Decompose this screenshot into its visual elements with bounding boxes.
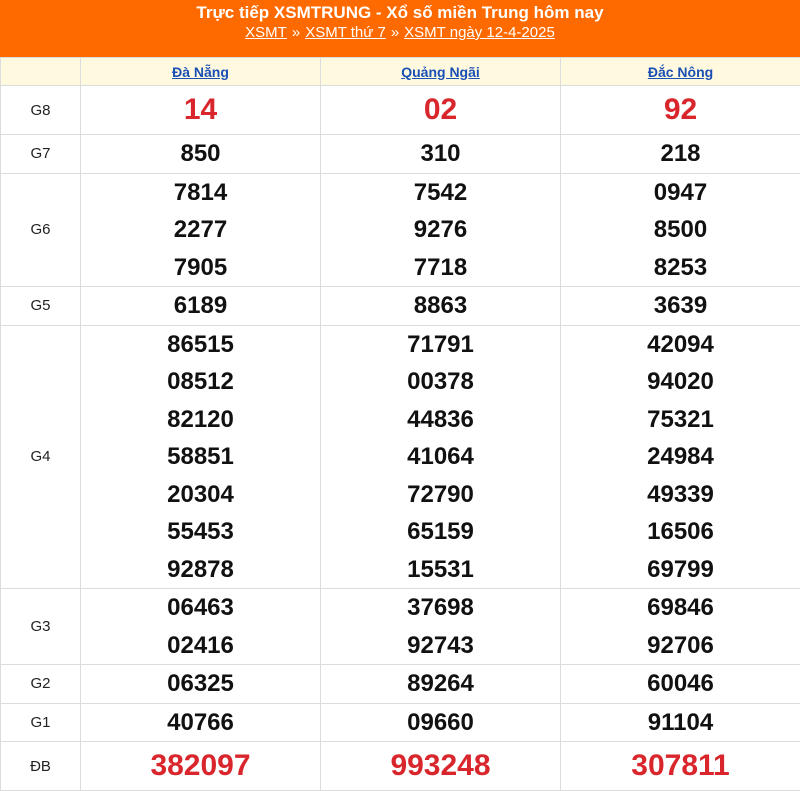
prize-label: G2 <box>1 665 81 704</box>
page-title: Trực tiếp XSMTRUNG - Xổ số miền Trung hôm nay <box>0 3 800 23</box>
prize-label: G5 <box>1 287 81 326</box>
prize-cell <box>561 173 800 287</box>
prize-row-g1 <box>1 703 800 742</box>
highlight-number: 14 <box>81 86 320 134</box>
prize-label: G7 <box>1 135 81 174</box>
prize-number: 40766 <box>81 704 320 742</box>
breadcrumb-link-xsmt-date[interactable]: XSMT ngày 12-4-2025 <box>404 24 555 41</box>
prize-cell <box>81 325 321 589</box>
prize-number: 60046 <box>561 665 800 703</box>
prize-number: 15531 <box>321 551 560 589</box>
prize-cell <box>81 665 321 704</box>
province-header-row <box>1 58 800 86</box>
prize-cell <box>561 135 800 174</box>
highlight-number: 92 <box>561 86 800 134</box>
prize-number: 16506 <box>561 513 800 551</box>
highlight-number: 993248 <box>321 742 560 790</box>
breadcrumb-separator: » <box>391 24 399 41</box>
prize-number: 69799 <box>561 551 800 589</box>
prize-number: 92878 <box>81 551 320 589</box>
prize-cell <box>81 135 321 174</box>
prize-label: ĐB <box>1 742 81 791</box>
prize-cell <box>321 589 561 665</box>
prize-label: G6 <box>1 173 81 287</box>
results-body <box>1 86 800 791</box>
prize-number: 06463 <box>81 589 320 627</box>
breadcrumb-separator: » <box>292 24 300 41</box>
province-link-da-nang[interactable]: Đà Nẵng <box>172 64 229 80</box>
prize-cell <box>321 135 561 174</box>
prize-number: 42094 <box>561 326 800 364</box>
prize-cell <box>321 703 561 742</box>
prize-number: 75321 <box>561 401 800 439</box>
prize-number: 20304 <box>81 476 320 514</box>
prize-number: 65159 <box>321 513 560 551</box>
prize-cell <box>561 703 800 742</box>
prize-number: 310 <box>321 135 560 173</box>
prize-cell <box>561 665 800 704</box>
prize-number: 850 <box>81 135 320 173</box>
prize-cell <box>561 287 800 326</box>
prize-number: 3639 <box>561 287 800 325</box>
prize-cell <box>561 589 800 665</box>
prize-number: 86515 <box>81 326 320 364</box>
prize-number: 02416 <box>81 627 320 665</box>
prize-number: 82120 <box>81 401 320 439</box>
prize-number: 55453 <box>81 513 320 551</box>
prize-number: 49339 <box>561 476 800 514</box>
prize-cell <box>561 86 800 135</box>
prize-cell <box>561 742 800 791</box>
prize-number: 92706 <box>561 627 800 665</box>
prize-cell <box>321 173 561 287</box>
prize-cell <box>81 742 321 791</box>
prize-cell <box>81 287 321 326</box>
prize-number: 08512 <box>81 363 320 401</box>
prize-cell <box>81 589 321 665</box>
prize-cell <box>81 86 321 135</box>
highlight-number: 307811 <box>561 742 800 790</box>
breadcrumb-link-xsmt[interactable]: XSMT <box>245 24 287 41</box>
prize-number: 58851 <box>81 438 320 476</box>
prize-number: 7542 <box>321 174 560 212</box>
prize-cell <box>321 325 561 589</box>
prize-cell <box>321 665 561 704</box>
prize-cell <box>321 86 561 135</box>
prize-number: 2277 <box>81 211 320 249</box>
prize-number: 8863 <box>321 287 560 325</box>
prize-cell <box>81 703 321 742</box>
prize-row-g4 <box>1 325 800 589</box>
prize-row-g6 <box>1 173 800 287</box>
prize-row-db <box>1 742 800 791</box>
prize-number: 218 <box>561 135 800 173</box>
prize-row-g3 <box>1 589 800 665</box>
prize-number: 91104 <box>561 704 800 742</box>
province-link-quang-ngai[interactable]: Quảng Ngãi <box>401 64 480 80</box>
prize-number: 44836 <box>321 401 560 439</box>
prize-number: 06325 <box>81 665 320 703</box>
prize-cell <box>81 173 321 287</box>
prize-number: 7905 <box>81 249 320 287</box>
prize-number: 00378 <box>321 363 560 401</box>
breadcrumb <box>0 24 800 42</box>
province-header <box>81 58 321 86</box>
prize-cell <box>321 287 561 326</box>
prize-number: 6189 <box>81 287 320 325</box>
prize-label: G4 <box>1 325 81 589</box>
prize-number: 24984 <box>561 438 800 476</box>
prize-number: 94020 <box>561 363 800 401</box>
highlight-number: 382097 <box>81 742 320 790</box>
prize-number: 9276 <box>321 211 560 249</box>
prize-number: 89264 <box>321 665 560 703</box>
prize-cell <box>561 325 800 589</box>
prize-row-g5 <box>1 287 800 326</box>
prize-label: G1 <box>1 703 81 742</box>
prize-row-g8 <box>1 86 800 135</box>
prize-number: 0947 <box>561 174 800 212</box>
province-header <box>321 58 561 86</box>
breadcrumb-link-xsmt-thu7[interactable]: XSMT thứ 7 <box>305 24 386 41</box>
prize-number: 92743 <box>321 627 560 665</box>
prize-row-g2 <box>1 665 800 704</box>
results-table <box>0 57 800 791</box>
prize-number: 41064 <box>321 438 560 476</box>
province-header <box>561 58 800 86</box>
prize-label: G3 <box>1 589 81 665</box>
prize-number: 7814 <box>81 174 320 212</box>
prize-number: 8500 <box>561 211 800 249</box>
province-link-dac-nong[interactable]: Đắc Nông <box>648 64 713 80</box>
prize-number: 7718 <box>321 249 560 287</box>
prize-number: 72790 <box>321 476 560 514</box>
prize-number: 69846 <box>561 589 800 627</box>
prize-label: G8 <box>1 86 81 135</box>
prize-number: 09660 <box>321 704 560 742</box>
page-header <box>0 0 800 57</box>
highlight-number: 02 <box>321 86 560 134</box>
prize-row-g7 <box>1 135 800 174</box>
prize-number: 71791 <box>321 326 560 364</box>
prize-cell <box>321 742 561 791</box>
corner-cell <box>1 58 81 86</box>
prize-number: 8253 <box>561 249 800 287</box>
prize-number: 37698 <box>321 589 560 627</box>
